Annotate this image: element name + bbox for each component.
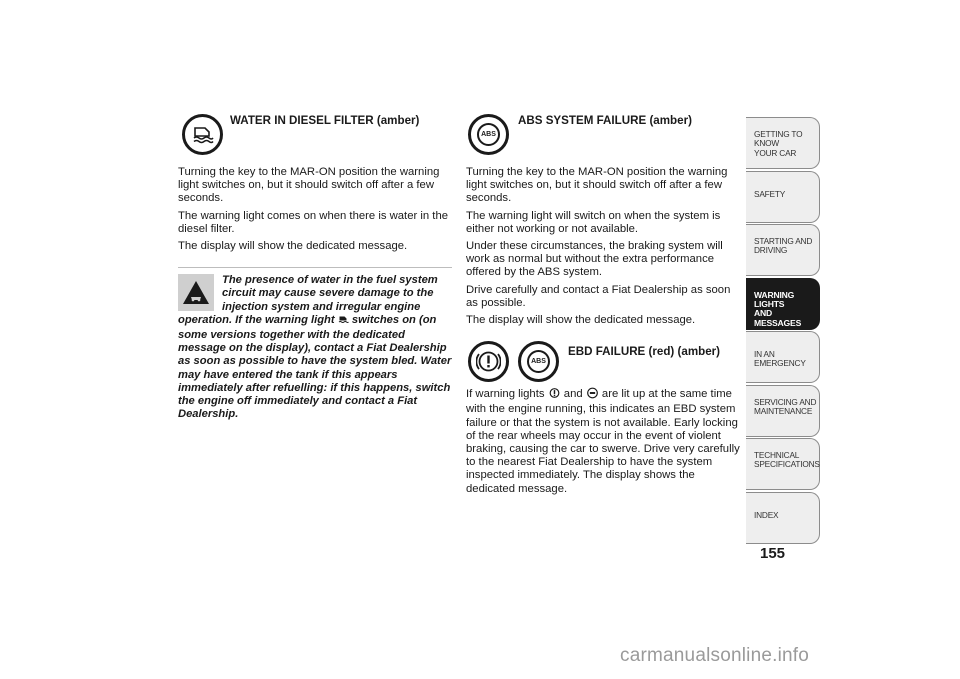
- tab-starting-driving[interactable]: STARTING AND DRIVING: [746, 224, 820, 276]
- chapter-tabs: [746, 117, 820, 545]
- abs-icon: [586, 387, 599, 403]
- paragraph: The warning light comes on when there is water in the diesel filter.: [178, 209, 449, 235]
- abs-failure-title: ABS SYSTEM FAILURE (amber): [518, 114, 692, 127]
- water-in-fuel-icon: [338, 315, 349, 329]
- left-column: [178, 112, 452, 421]
- water-filter-header: [178, 112, 452, 166]
- paragraph: The display will show the dedicated message.: [466, 314, 696, 327]
- paragraph: If warning lights and are lit up at the same time with the engine running, this indicates an EBD system failure or that the system is not available. Early locking of the rear wheels may occur in the event of violent braking, causing the car to swerve. Drive very carefully to the nearest Fiat Dealership to have the system inspected immediately. The display shows the dedicated message.: [466, 388, 740, 495]
- tab-warning-lights[interactable]: WARNING LIGHTS AND MESSAGES: [746, 278, 820, 330]
- ebd-failure-title: EBD FAILURE (red) (amber): [568, 345, 721, 359]
- water-filter-title: WATER IN DIESEL FILTER (amber): [230, 114, 420, 127]
- brake-warning-icon: [468, 341, 509, 382]
- abs-icon: ABS: [468, 114, 509, 155]
- page-number: 155: [760, 545, 786, 562]
- tab-getting-to-know[interactable]: GETTING TO KNOW YOUR CAR: [746, 117, 820, 169]
- tab-servicing[interactable]: SERVICING AND MAINTENANCE: [746, 385, 820, 437]
- warning-note: The presence of water in the fuel system circuit may cause severe damage to the injection system and irregular engine operation. If the warning light switches on (on some versions together with the dedicated message on the display), contact a Fiat Dealership as soon as possible to have the system bled. Water may have entered the tank if this appears immediately after refuelling: if this happens, switch the engine off immediately and contact a Fiat Dealership.: [178, 267, 452, 421]
- tab-safety[interactable]: SAFETY: [746, 171, 820, 223]
- paragraph: The display will show the dedicated message.: [178, 240, 408, 253]
- abs-icon: ABS: [518, 341, 559, 382]
- paragraph: Drive carefully and contact a Fiat Dealership as soon as possible.: [466, 283, 731, 309]
- abs-failure-header: [466, 112, 740, 166]
- tab-technical[interactable]: TECHNICAL SPECIFICATIONS: [746, 438, 820, 490]
- paragraph: Under these circumstances, the braking system will work as normal but without the extra performance offered by the ABS system.: [466, 240, 723, 279]
- ebd-failure-header: [466, 331, 740, 387]
- paragraph: Turning the key to the MAR-ON position the warning light switches on, but it should switch off after a few seconds.: [466, 166, 728, 205]
- brake-warning-icon: [548, 387, 561, 403]
- tab-index[interactable]: INDEX: [746, 492, 820, 544]
- paragraph: The warning light will switch on when the system is either not working or not available.: [466, 209, 721, 235]
- water-in-fuel-icon: [182, 114, 223, 155]
- right-column: [466, 112, 740, 500]
- tab-emergency[interactable]: IN AN EMERGENCY: [746, 331, 820, 383]
- paragraph: Turning the key to the MAR-ON position the warning light switches on, but it should switch off after a few seconds.: [178, 166, 440, 205]
- warning-triangle-icon: [178, 274, 214, 311]
- watermark: carmanualsonline.info: [620, 645, 810, 666]
